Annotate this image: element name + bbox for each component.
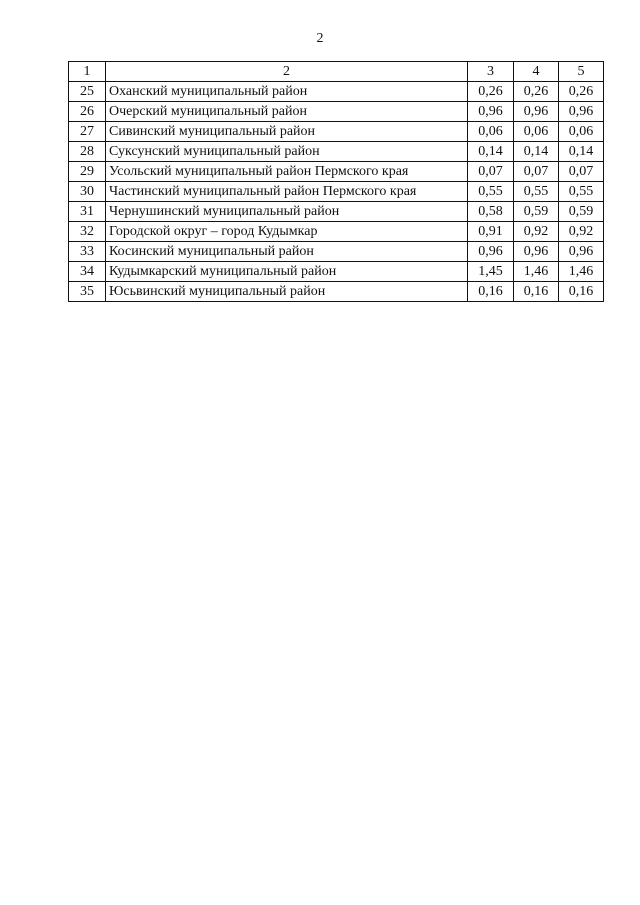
value-cell: 0,26: [514, 82, 559, 102]
value-cell: 0,16: [514, 282, 559, 302]
district-name-cell: Очерский муниципальный район: [106, 102, 468, 122]
value-cell: 0,26: [468, 82, 514, 102]
table-body: [69, 82, 604, 302]
value-cell: 0,06: [514, 122, 559, 142]
value-cell: 0,96: [559, 102, 604, 122]
column-header: 1: [69, 62, 106, 82]
table-row: [69, 82, 604, 102]
value-cell: 0,96: [468, 102, 514, 122]
column-header: 4: [514, 62, 559, 82]
table-row: [69, 142, 604, 162]
value-cell: 0,58: [468, 202, 514, 222]
table-row: [69, 242, 604, 262]
row-number-cell: 35: [69, 282, 106, 302]
table-row: [69, 222, 604, 242]
value-cell: 0,06: [559, 122, 604, 142]
value-cell: 0,06: [468, 122, 514, 142]
table-row: [69, 162, 604, 182]
row-number-cell: 30: [69, 182, 106, 202]
value-cell: 0,26: [559, 82, 604, 102]
district-name-cell: Кудымкарский муниципальный район: [106, 262, 468, 282]
district-name-cell: Юсьвинский муниципальный район: [106, 282, 468, 302]
value-cell: 0,96: [559, 242, 604, 262]
value-cell: 0,96: [468, 242, 514, 262]
value-cell: 0,55: [468, 182, 514, 202]
value-cell: 0,14: [559, 142, 604, 162]
row-number-cell: 28: [69, 142, 106, 162]
column-header: 5: [559, 62, 604, 82]
value-cell: 0,55: [514, 182, 559, 202]
row-number-cell: 26: [69, 102, 106, 122]
table-row: [69, 122, 604, 142]
value-cell: 0,92: [559, 222, 604, 242]
value-cell: 0,07: [514, 162, 559, 182]
value-cell: 0,55: [559, 182, 604, 202]
column-header: 2: [106, 62, 468, 82]
value-cell: 0,59: [559, 202, 604, 222]
district-name-cell: Оханский муниципальный район: [106, 82, 468, 102]
district-name-cell: Усольский муниципальный район Пермского края: [106, 162, 468, 182]
row-number-cell: 32: [69, 222, 106, 242]
table-row: [69, 202, 604, 222]
value-cell: 0,07: [468, 162, 514, 182]
row-number-cell: 25: [69, 82, 106, 102]
value-cell: 1,46: [514, 262, 559, 282]
table-row: [69, 262, 604, 282]
table-row: [69, 102, 604, 122]
table-header-row: [69, 62, 604, 82]
row-number-cell: 33: [69, 242, 106, 262]
district-name-cell: Частинский муниципальный район Пермского края: [106, 182, 468, 202]
district-name-cell: Косинский муниципальный район: [106, 242, 468, 262]
value-cell: 0,91: [468, 222, 514, 242]
value-cell: 0,07: [559, 162, 604, 182]
row-number-cell: 27: [69, 122, 106, 142]
page-number: 2: [316, 31, 324, 46]
value-cell: 0,59: [514, 202, 559, 222]
district-name-cell: Сивинский муниципальный район: [106, 122, 468, 142]
value-cell: 1,46: [559, 262, 604, 282]
district-name-cell: Городской округ – город Кудымкар: [106, 222, 468, 242]
row-number-cell: 31: [69, 202, 106, 222]
value-cell: 0,96: [514, 242, 559, 262]
value-cell: 0,14: [468, 142, 514, 162]
value-cell: 0,16: [468, 282, 514, 302]
value-cell: 1,45: [468, 262, 514, 282]
district-name-cell: Суксунский муниципальный район: [106, 142, 468, 162]
data-table: [68, 61, 604, 302]
district-name-cell: Чернушинский муниципальный район: [106, 202, 468, 222]
value-cell: 0,14: [514, 142, 559, 162]
value-cell: 0,92: [514, 222, 559, 242]
row-number-cell: 29: [69, 162, 106, 182]
value-cell: 0,96: [514, 102, 559, 122]
column-header: 3: [468, 62, 514, 82]
table-row: [69, 282, 604, 302]
row-number-cell: 34: [69, 262, 106, 282]
value-cell: 0,16: [559, 282, 604, 302]
table-row: [69, 182, 604, 202]
